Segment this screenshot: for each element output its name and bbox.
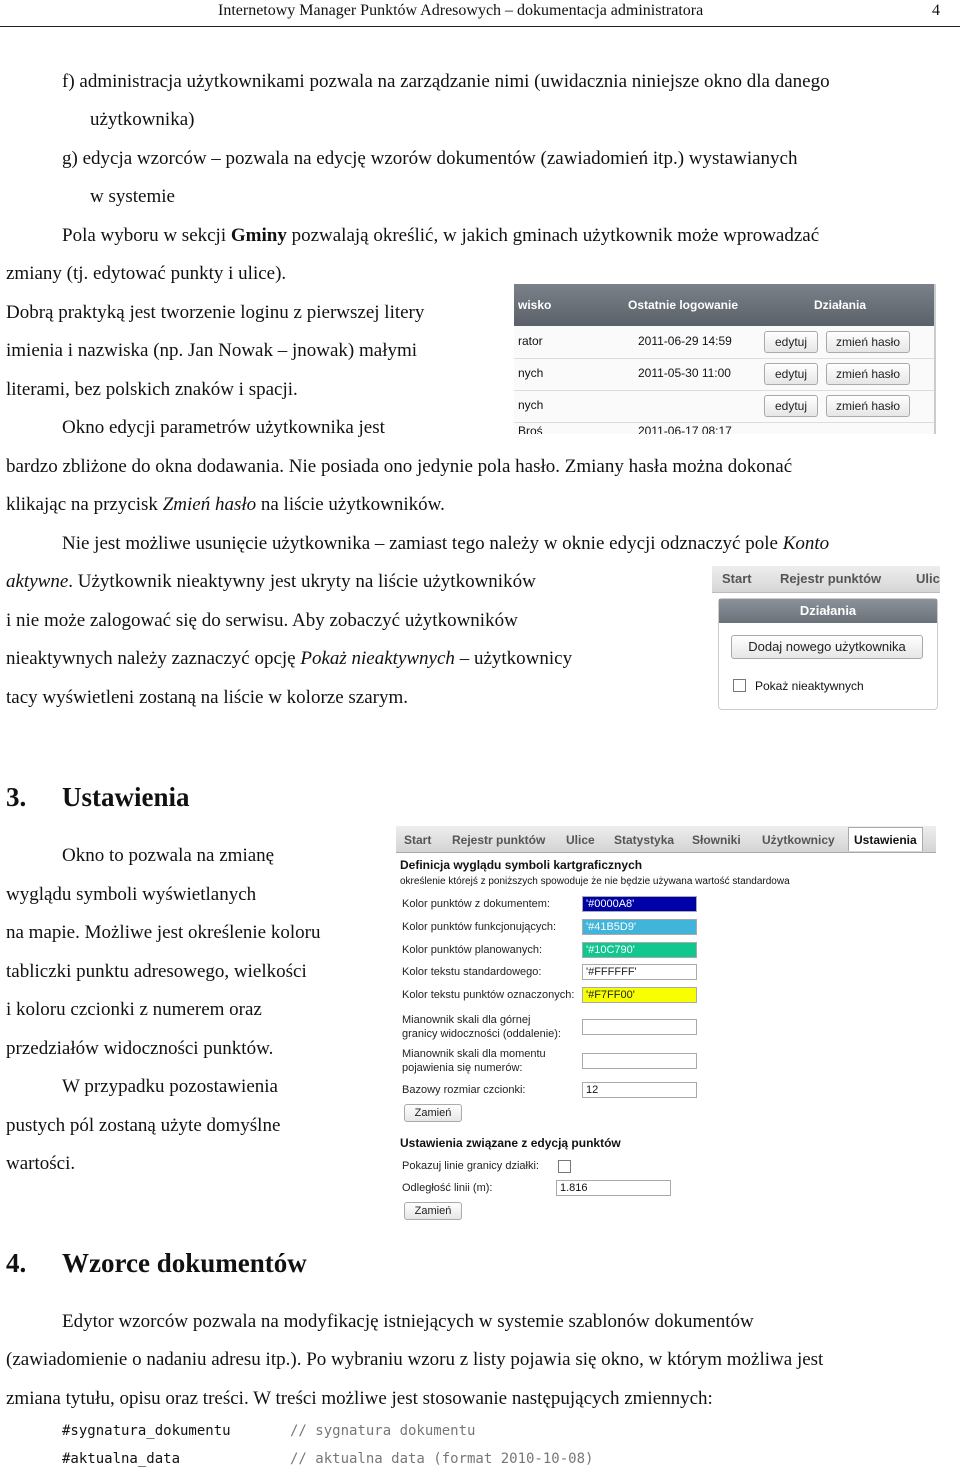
field-label: Kolor punktów funkcjonujących: bbox=[402, 921, 557, 933]
add-user-button[interactable]: Dodaj nowego użytkownika bbox=[731, 635, 923, 659]
table-row: nych edytuj zmień hasło bbox=[514, 390, 934, 423]
paragraph-line: tabliczki punktu adresowego, wielkości bbox=[6, 961, 307, 982]
field-label: Mianownik skali dla górnej bbox=[402, 1014, 531, 1026]
change-password-button[interactable]: zmień hasło bbox=[826, 331, 910, 353]
paragraph-line: nieaktywnych należy zaznaczyć opcję Pokaż nieaktywnych – użytkownicy bbox=[6, 648, 573, 669]
paragraph-line: pustych pól zostaną użyte domyślne bbox=[6, 1115, 281, 1136]
table-row: nych 2011-05-30 11:00 edytuj zmień hasło bbox=[514, 358, 934, 391]
paragraph-line: na mapie. Możliwe jest określenie koloru bbox=[6, 922, 321, 943]
field-label: granicy widoczności (oddalenie): bbox=[402, 1028, 561, 1040]
tab-start[interactable]: Start bbox=[404, 833, 432, 847]
tab-streets[interactable]: Ulic bbox=[916, 571, 940, 586]
paragraph-line: tacy wyświetleni zostaną na liście w kolorze szarym. bbox=[6, 687, 409, 708]
paragraph-line: w systemie bbox=[90, 186, 175, 207]
show-lines-checkbox[interactable] bbox=[558, 1160, 571, 1173]
page-number: 4 bbox=[932, 2, 940, 19]
color-input[interactable]: '#10C790' bbox=[582, 942, 697, 958]
field-label: Mianownik skali dla momentu bbox=[402, 1048, 546, 1060]
font-size-input[interactable]: 12 bbox=[582, 1082, 697, 1098]
color-input[interactable]: '#0000A8' bbox=[582, 896, 697, 912]
tab-dictionaries[interactable]: Słowniki bbox=[692, 833, 741, 847]
settings-screenshot bbox=[396, 826, 936, 1224]
paragraph-line: użytkownika) bbox=[90, 109, 195, 130]
field-label: pojawienia się numerów: bbox=[402, 1062, 523, 1074]
paragraph-line: imienia i nazwiska (np. Jan Nowak – jnowak) małymi bbox=[6, 340, 418, 361]
paragraph-line: Okno edycji parametrów użytkownika jest bbox=[62, 417, 385, 438]
actions-panel bbox=[718, 598, 938, 710]
paragraph-line: g) edycja wzorców – pozwala na edycję wzorów dokumentów (zawiadomień itp.) wystawianych bbox=[62, 148, 798, 169]
field-label: Kolor tekstu punktów oznaczonych: bbox=[402, 989, 575, 1001]
paragraph-line: Okno to pozwala na zmianę bbox=[62, 845, 275, 866]
paragraph-line: (zawiadomienie o nadaniu adresu itp.). Po wybraniu wzoru z listy pojawia się okno, w którym możliwa jest bbox=[6, 1349, 824, 1370]
bold-term: Gminy bbox=[230, 225, 287, 246]
paragraph-line: Pola wyboru w sekcji Gminy pozwalają określić, w jakich gminach użytkownik może wprowadzać bbox=[62, 225, 820, 246]
tab-bar bbox=[396, 826, 936, 853]
paragraph-line: i nie może zalogować się do serwisu. Aby zobaczyć użytkowników bbox=[6, 610, 518, 631]
scale-numbers-input[interactable] bbox=[582, 1053, 697, 1069]
section-title: Ustawienia związane z edycją punktów bbox=[400, 1136, 621, 1150]
field-label: Kolor tekstu standardowego: bbox=[402, 966, 542, 978]
section-heading: Ustawienia bbox=[62, 782, 190, 812]
code-variable: #sygnatura_dokumentu bbox=[62, 1423, 231, 1439]
table-row: Broś 2011-06-17 08:17 bbox=[518, 424, 732, 434]
save-button[interactable]: Zamień bbox=[404, 1104, 462, 1122]
paragraph-line: zmiana tytułu, opisu oraz treści. W treści możliwe jest stosowanie następujących zmiennych: bbox=[6, 1388, 713, 1409]
distance-input[interactable]: 1.816 bbox=[556, 1180, 671, 1196]
paragraph-line: W przypadku pozostawienia bbox=[62, 1076, 278, 1097]
table-header: wisko Ostatnie logowanie Działania bbox=[514, 284, 934, 326]
show-inactive-checkbox[interactable] bbox=[733, 679, 746, 692]
section-number: 4. bbox=[6, 1248, 27, 1278]
tab-users[interactable]: Użytkownicy bbox=[762, 833, 835, 847]
field-label: Pokazuj linie granicy działki: bbox=[402, 1160, 539, 1172]
paragraph-line: f) administracja użytkownikami pozwala na zarządzanie nimi (uwidacznia niniejsze okno dla danego bbox=[62, 71, 830, 92]
change-password-button[interactable]: zmień hasło bbox=[826, 395, 910, 417]
section-heading: Wzorce dokumentów bbox=[62, 1248, 307, 1278]
paragraph-line: przedziałów widoczności punktów. bbox=[6, 1038, 274, 1059]
field-label: Odległość linii (m): bbox=[402, 1182, 493, 1194]
paragraph-line: Dobrą praktyką jest tworzenie loginu z pierwszej litery bbox=[6, 302, 425, 323]
paragraph-line: i koloru czcionki z numerem oraz bbox=[6, 999, 262, 1020]
change-password-button[interactable]: zmień hasło bbox=[826, 363, 910, 385]
paragraph-line: wyglądu symboli wyświetlanych bbox=[6, 884, 257, 905]
paragraph-line: bardzo zbliżone do okna dodawania. Nie posiada ono jedynie pola hasło. Zmiany hasła można dokonać bbox=[6, 456, 793, 477]
edit-button[interactable]: edytuj bbox=[764, 395, 818, 417]
edit-button[interactable]: edytuj bbox=[764, 331, 818, 353]
save-button[interactable]: Zamień bbox=[404, 1202, 462, 1220]
page-header bbox=[0, 0, 960, 27]
actions-panel-screenshot bbox=[712, 566, 940, 712]
paragraph-line: zmiany (tj. edytować punkty i ulice). bbox=[6, 263, 287, 284]
field-label: Kolor punktów planowanych: bbox=[402, 944, 543, 956]
tab-streets[interactable]: Ulice bbox=[566, 833, 595, 847]
tab-bar bbox=[712, 566, 940, 593]
code-comment: // aktualna data (format 2010-10-08) bbox=[290, 1451, 594, 1467]
tab-register[interactable]: Rejestr punktów bbox=[780, 571, 882, 586]
field-label: Bazowy rozmiar czcionki: bbox=[402, 1084, 526, 1096]
show-inactive-label: Pokaż nieaktywnych bbox=[755, 679, 864, 693]
paragraph-line: klikając na przycisk Zmień hasło na liście użytkowników. bbox=[6, 494, 445, 515]
panel-title: Działania bbox=[719, 599, 937, 623]
code-variable: #aktualna_data bbox=[62, 1451, 181, 1467]
color-input[interactable]: '#FFFFFF' bbox=[582, 964, 697, 980]
section-desc: określenie którejś z poniższych spowoduje że nie będzie używana wartość standardowa bbox=[400, 876, 790, 887]
tab-statistics[interactable]: Statystyka bbox=[614, 833, 675, 847]
paragraph-line: Edytor wzorców pozwala na modyfikację istniejących w systemie szablonów dokumentów bbox=[62, 1311, 754, 1332]
field-label: Kolor punktów z dokumentem: bbox=[402, 898, 550, 910]
paragraph-line: Nie jest możliwe usunięcie użytkownika – zamiast tego należy w oknie edycji odznaczyć pole Konto bbox=[62, 533, 830, 554]
color-input[interactable]: '#F7FF00' bbox=[582, 987, 697, 1003]
paragraph-line: literami, bez polskich znaków i spacji. bbox=[6, 379, 298, 400]
paragraph-line: wartości. bbox=[6, 1153, 76, 1174]
table-row: rator 2011-06-29 14:59 edytuj zmień hasło bbox=[514, 326, 934, 359]
section-number: 3. bbox=[6, 782, 27, 812]
header-title: Internetowy Manager Punktów Adresowych – dokumentacja administratora bbox=[218, 2, 704, 19]
section-title: Definicja wyglądu symboli kartgraficznych bbox=[400, 858, 643, 872]
tab-settings[interactable]: Ustawienia bbox=[848, 827, 923, 851]
tab-register[interactable]: Rejestr punktów bbox=[452, 833, 546, 847]
tab-start[interactable]: Start bbox=[722, 571, 752, 586]
edit-button[interactable]: edytuj bbox=[764, 363, 818, 385]
scale-max-input[interactable] bbox=[582, 1019, 697, 1035]
users-list-screenshot bbox=[514, 284, 936, 434]
paragraph-line: aktywne. Użytkownik nieaktywny jest ukryty na liście użytkowników bbox=[6, 571, 536, 592]
color-input[interactable]: '#41B5D9' bbox=[582, 919, 697, 935]
code-comment: // sygnatura dokumentu bbox=[290, 1423, 476, 1439]
